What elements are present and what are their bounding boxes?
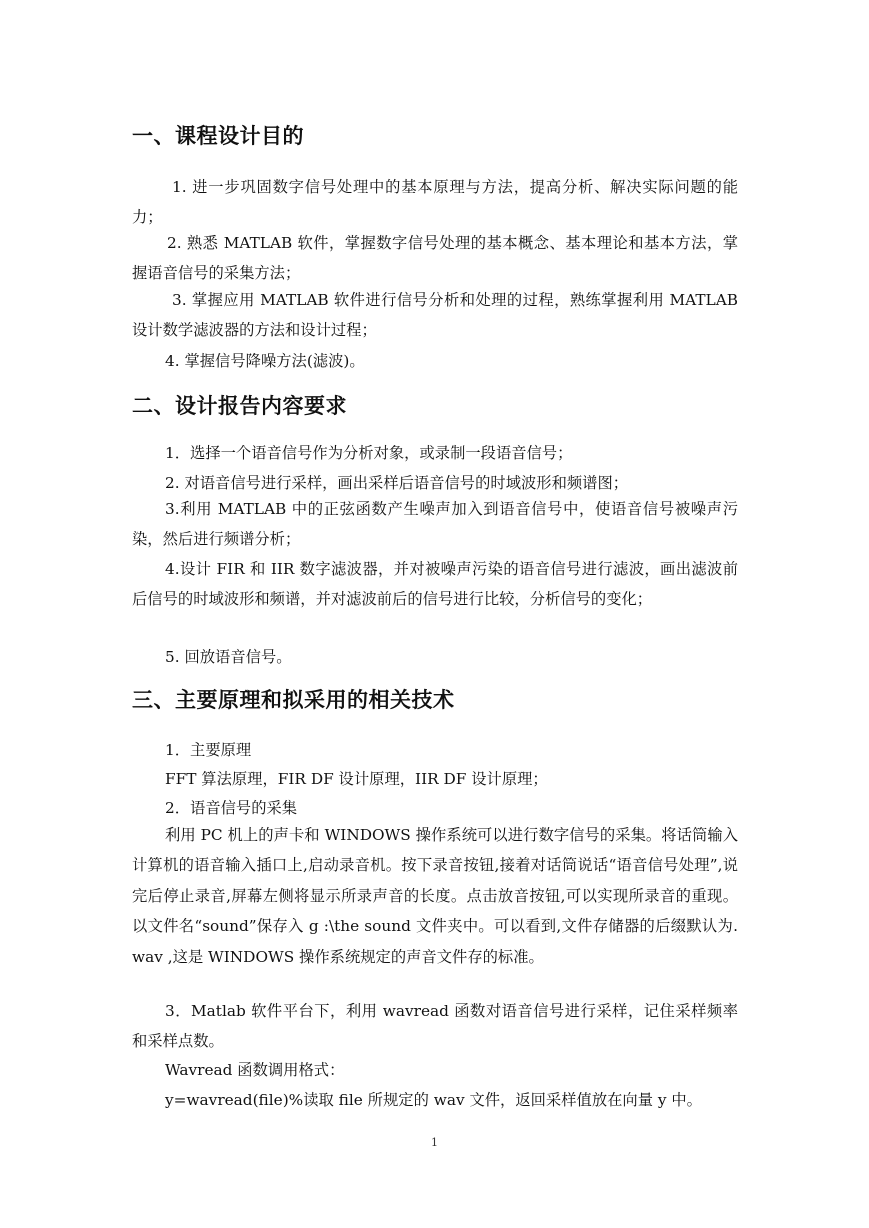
page-number: 1 — [431, 1136, 438, 1149]
section-3-item-4: 利用 PC 机上的声卡和 WINDOWS 操作系统可以进行数字信号的采集。将话筒输入计算机的语音输入插口上,启动录音机。按下录音按钮,接着对话筒说话“语音信号处理”,说完后停止录音,屏幕左侧将显示所录声音的长度。点击放音按钮,可以实现所录音的重现。以文件名“sound”保存入 g :\the sound 文件夹中。可以看到,文件存储器的后缀默认为. wav ,这是 WINDOWS 操作系统规定的声音文件存的标准。 — [132, 826, 738, 966]
section-1-item-1: 1. 进一步巩固数字信号处理中的基本原理与方法，提高分析、解决实际问题的能力； — [132, 178, 738, 227]
section-2-item-4: 4.设计 FIR 和 IIR 数字滤波器，并对被噪声污染的语音信号进行滤波，画出滤波前后信号的时域波形和频谱，并对滤波前后的信号进行比较，分析信号的变化； — [132, 560, 738, 609]
section-1-item-3: 3. 掌握应用 MATLAB 软件进行信号分析和处理的过程，熟练掌握利用 MATLAB 设计数学滤波器的方法和设计过程； — [132, 291, 738, 340]
section-3-item-5: 3．Matlab 软件平台下，利用 wavread 函数对语音信号进行采样，记住采样频率和采样点数。 — [132, 1002, 738, 1051]
section-2-item-1: 1．选择一个语音信号作为分析对象，或录制一段语音信号； — [165, 444, 573, 462]
section-3-item-6: Wavread 函数调用格式： — [165, 1061, 345, 1079]
section-2-item-2: 2. 对语音信号进行采样，画出采样后语音信号的时域波形和频谱图； — [165, 474, 629, 492]
section-2-heading: 二、设计报告内容要求 — [132, 394, 347, 418]
section-1-item-4: 4. 掌握信号降噪方法(滤波)。 — [165, 352, 365, 370]
section-3-heading: 三、主要原理和拟采用的相关技术 — [132, 688, 455, 712]
section-2-item-3: 3.利用 MATLAB 中的正弦函数产生噪声加入到语音信号中，使语音信号被噪声污染，然后进行频谱分析； — [132, 500, 738, 549]
section-1-heading: 一、课程设计目的 — [132, 124, 304, 148]
section-3-item-7: y=wavread(file)%读取 file 所规定的 wav 文件，返回采样值放在向量 y 中。 — [165, 1091, 702, 1109]
section-3-item-1: 1．主要原理 — [165, 741, 252, 759]
section-3-item-3: 2．语音信号的采集 — [165, 799, 298, 817]
section-1-item-2: 2. 熟悉 MATLAB 软件，掌握数字信号处理的基本概念、基本理论和基本方法，掌握语音信号的采集方法； — [132, 234, 738, 283]
section-2-item-5: 5. 回放语音信号。 — [165, 648, 292, 666]
section-3-item-2: FFT 算法原理，FIR DF 设计原理，IIR DF 设计原理； — [165, 770, 548, 788]
